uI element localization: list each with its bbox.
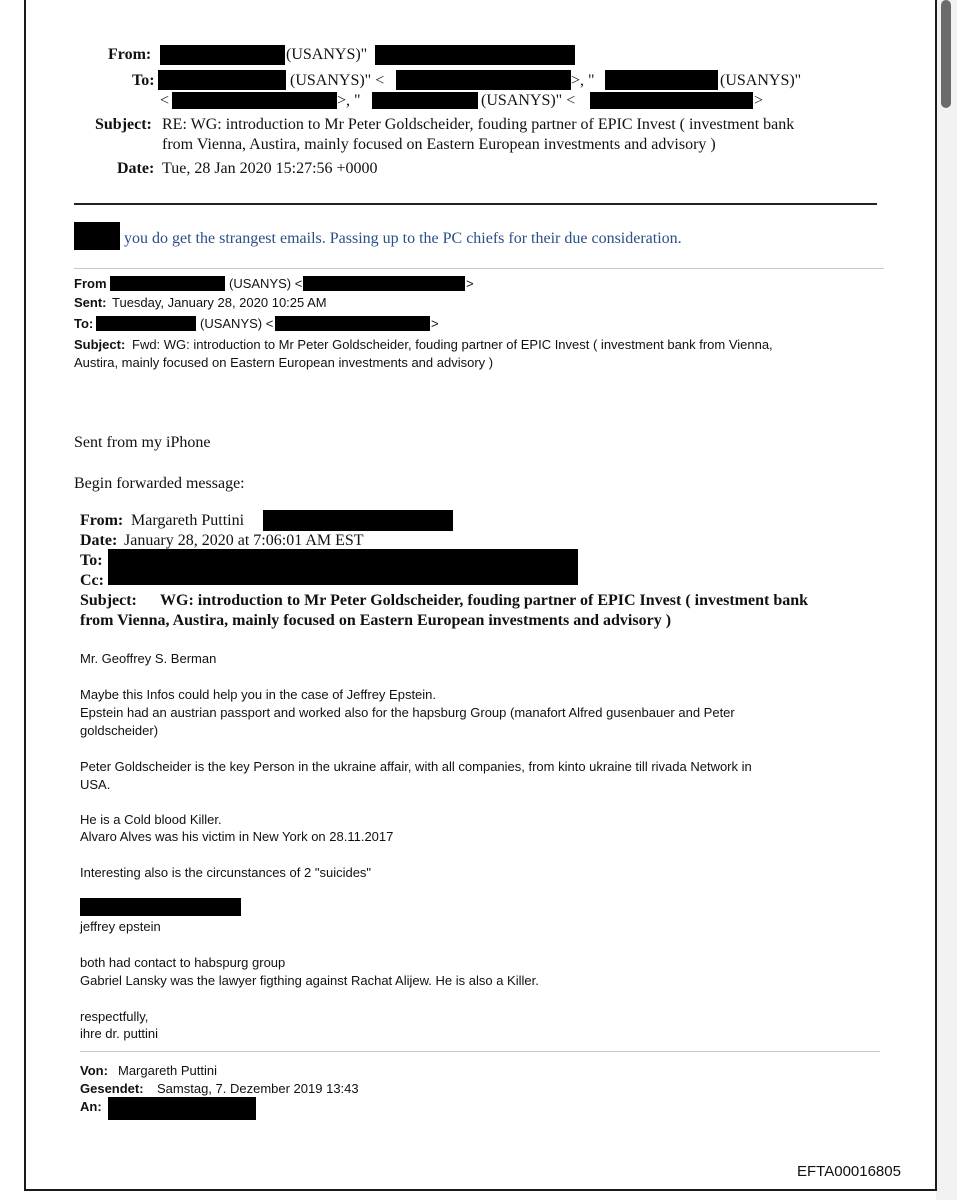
from-value: Margareth Puttini xyxy=(131,512,245,529)
redaction xyxy=(263,510,453,531)
divider xyxy=(74,203,877,205)
from-close: > xyxy=(466,276,474,291)
document-id: EFTA00016805 xyxy=(797,1163,901,1180)
to-line2-close: > xyxy=(754,92,764,109)
subject-line-2: Austira, mainly focused on Eastern European investments and advisory ) xyxy=(74,355,494,370)
subject-label: Subject: xyxy=(74,337,126,352)
redaction xyxy=(80,898,241,916)
redaction xyxy=(158,70,286,90)
body-line: USA. xyxy=(80,777,111,792)
von-value: Margareth Puttini xyxy=(118,1063,217,1078)
to-label: To: xyxy=(74,316,94,331)
to-sep-2: >, " xyxy=(337,92,361,109)
redaction xyxy=(396,70,571,90)
redaction xyxy=(372,92,478,109)
body-line: He is a Cold blood Killer. xyxy=(80,812,222,827)
redaction xyxy=(108,549,578,585)
subject-line-2: from Vienna, Austira, mainly focused on Eastern European investments and advisory ) xyxy=(80,612,672,629)
scrollbar-track[interactable] xyxy=(936,0,957,1200)
sent-value: Tuesday, January 28, 2020 10:25 AM xyxy=(112,295,327,310)
body-line: Gabriel Lansky was the lawyer figthing against Rachat Alijew. He is also a Killer. xyxy=(80,973,539,988)
body-line: jeffrey epstein xyxy=(80,919,161,934)
reply-message: you do get the strangest emails. Passing up to the PC chiefs for their due consideration. xyxy=(124,230,682,247)
divider xyxy=(74,268,884,269)
an-label: An: xyxy=(80,1099,102,1114)
body-line: Peter Goldscheider is the key Person in the ukraine affair, with all companies, from kinto ukraine till rivada Network in xyxy=(80,759,752,774)
body-line: both had contact to habspurg group xyxy=(80,955,286,970)
subject-line-1: WG: introduction to Mr Peter Goldscheider, fouding partner of EPIC Invest ( investment bank xyxy=(160,592,809,609)
sent-from-iphone: Sent from my iPhone xyxy=(74,434,211,451)
body-line: Interesting also is the circunstances of 2 "suicides" xyxy=(80,865,372,880)
subject-line-2: from Vienna, Austira, mainly focused on Eastern European investments and advisory ) xyxy=(162,136,716,153)
salutation: Mr. Geoffrey S. Berman xyxy=(80,651,217,666)
subject-line-1: Fwd: WG: introduction to Mr Peter Goldscheider, fouding partner of EPIC Invest ( investment bank from Vienna, xyxy=(132,337,773,352)
to-org: (USANYS) < xyxy=(200,316,274,331)
from-org: (USANYS) < xyxy=(229,276,303,291)
from-label: From xyxy=(74,276,107,291)
redaction xyxy=(590,92,753,109)
redaction xyxy=(605,70,718,90)
von-label: Von: xyxy=(80,1063,108,1078)
gesendet-value: Samstag, 7. Dezember 2019 13:43 xyxy=(157,1081,359,1096)
closing: respectfully, xyxy=(80,1009,149,1024)
cc-label: Cc: xyxy=(80,572,104,589)
body-line: Epstein had an austrian passport and worked also for the hapsburg Group (manafort Alfred gusenbauer and Peter xyxy=(80,705,735,720)
redaction xyxy=(275,316,430,331)
to-sep-1: >, " xyxy=(571,72,595,89)
gesendet-label: Gesendet: xyxy=(80,1081,144,1096)
redaction xyxy=(108,1097,256,1120)
from-org: (USANYS)" xyxy=(286,46,368,63)
date-value: Tue, 28 Jan 2020 15:27:56 +0000 xyxy=(162,160,378,177)
signature: ihre dr. puttini xyxy=(80,1026,159,1041)
body-line: goldscheider) xyxy=(80,723,159,738)
to-org-3: (USANYS)" < xyxy=(481,92,576,109)
redaction xyxy=(375,45,575,65)
sent-label: Sent: xyxy=(74,295,107,310)
redaction xyxy=(172,92,337,109)
to-line2-open: < xyxy=(160,92,170,109)
redaction xyxy=(74,222,120,250)
to-org-1: (USANYS)" < xyxy=(290,72,385,89)
body-line: Maybe this Infos could help you in the case of Jeffrey Epstein. xyxy=(80,687,437,702)
divider xyxy=(80,1051,880,1052)
redaction xyxy=(160,45,285,65)
redaction xyxy=(96,316,196,331)
begin-forwarded: Begin forwarded message: xyxy=(74,475,245,492)
to-close: > xyxy=(431,316,439,331)
to-label: To: xyxy=(132,72,155,89)
to-label: To: xyxy=(80,552,103,569)
date-label: Date: xyxy=(117,160,155,177)
redaction xyxy=(303,276,465,291)
from-label: From: xyxy=(80,512,124,529)
subject-label: Subject: xyxy=(80,592,137,609)
scrollbar-thumb[interactable] xyxy=(941,0,951,108)
date-label: Date: xyxy=(80,532,118,549)
redaction xyxy=(110,276,225,291)
to-org-2: (USANYS)" xyxy=(720,72,802,89)
subject-label: Subject: xyxy=(95,116,152,133)
subject-line-1: RE: WG: introduction to Mr Peter Goldscheider, fouding partner of EPIC Invest ( investment bank xyxy=(162,116,795,133)
from-label: From: xyxy=(108,46,152,63)
date-value: January 28, 2020 at 7:06:01 AM EST xyxy=(124,532,364,549)
body-line: Alvaro Alves was his victim in New York on 28.11.2017 xyxy=(80,829,394,844)
